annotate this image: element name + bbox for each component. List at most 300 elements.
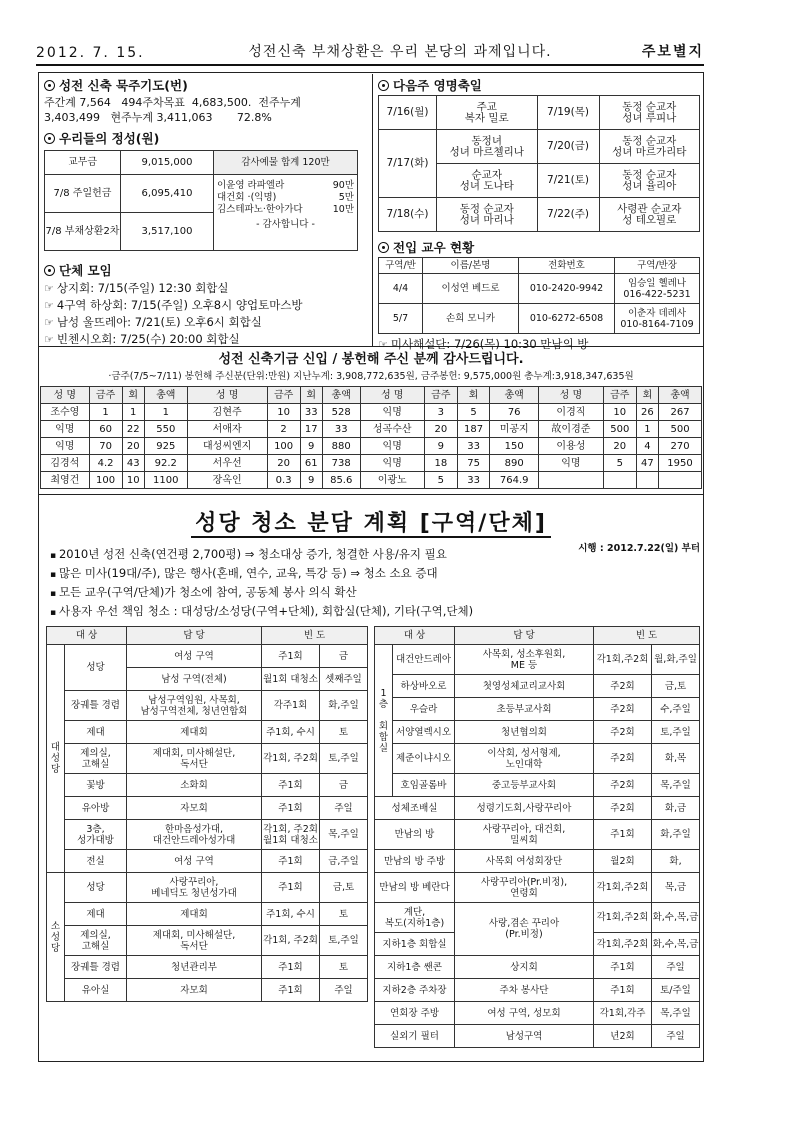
table-cell: 5 <box>457 404 490 421</box>
assignee: 제대회, 미사해설단, 독서단 <box>127 926 262 956</box>
bullet-circle-icon <box>378 242 389 253</box>
assignee: 청년관리부 <box>127 956 262 979</box>
plan-bullet: ▪ 많은 미사(19대/주), 많은 행사(혼배, 연수, 교육, 특강 등) ⇒ 청소 소요 증대 <box>50 565 650 584</box>
table-cell: 1100 <box>144 472 187 489</box>
column-header: 금주 <box>603 387 636 404</box>
group-item: ☞ 남성 울뜨레아: 7/21(토) 오후6시 회합실 <box>44 315 262 329</box>
day: 목,금 <box>652 873 700 903</box>
area-name: 제대 <box>65 721 127 744</box>
bullet-circle-icon <box>44 80 55 91</box>
table-row <box>47 645 368 668</box>
frequency: 각1회,각주 <box>594 1002 652 1025</box>
day: 화,수,목,금 <box>652 933 700 956</box>
table-cell: 이광노 <box>360 472 424 489</box>
frequency: 월2회 <box>594 850 652 873</box>
column-header: 담 당 <box>127 627 262 645</box>
area-name: 만남의 방 베란다 <box>375 873 455 903</box>
area-name: 제의실, 고해실 <box>65 744 127 774</box>
day: 화, <box>652 850 700 873</box>
area-name: 유아방 <box>65 797 127 820</box>
frequency: 주2회 <box>594 721 652 744</box>
column-header: 구역/반 <box>379 258 423 274</box>
table-row <box>41 404 702 421</box>
saint-date: 7/19(목) <box>537 96 599 130</box>
table-row <box>41 455 702 472</box>
table-row <box>375 645 700 675</box>
day: 토,주일 <box>320 926 368 956</box>
table-row <box>375 797 700 820</box>
table-cell: 60 <box>89 421 122 438</box>
assignee: 사랑,겸손 꾸리아 (Pr.비정) <box>455 903 594 956</box>
day: 금,토 <box>320 873 368 903</box>
column-header: 성 명 <box>41 387 90 404</box>
frequency: 주1회, 수시 <box>262 721 320 744</box>
day: 화,주일 <box>652 820 700 850</box>
table-row <box>47 744 368 774</box>
day: 목,주일 <box>652 1002 700 1025</box>
prayer-title: 성전 신축 묵주기도(번) <box>59 78 188 93</box>
frequency: 주1회 <box>594 956 652 979</box>
saint-date: 7/17(화) <box>379 130 437 198</box>
table-cell: 85.6 <box>322 472 360 489</box>
pointing-hand-icon: ☞ <box>44 299 54 312</box>
table-row <box>41 438 702 455</box>
column-header: 성 명 <box>360 387 424 404</box>
saint-date: 7/16(월) <box>379 96 437 130</box>
table-cell: 최영건 <box>41 472 90 489</box>
table-row <box>375 698 700 721</box>
table-cell: 9 <box>300 472 322 489</box>
donor-name: 김스테파노·한아가다 <box>217 204 303 215</box>
column-header: 회 <box>122 387 144 404</box>
area-name: 성체조배실 <box>375 797 455 820</box>
frequency: 각주1회 <box>262 691 320 721</box>
area-name: 서양열렉시오 <box>393 721 455 744</box>
frequency: 주1회 <box>262 645 320 668</box>
plan-bullet: ▪ 사용자 우선 책임 청소 : 대성당/소성당(구역+단체), 회합실(단체), 기타(구역,단체) <box>50 603 650 622</box>
fund-section <box>40 352 702 489</box>
table-cell: 이춘자 데레사 010-8164-7109 <box>615 304 700 334</box>
area-name: 제의실, 고해실 <box>65 926 127 956</box>
table-row <box>379 304 700 334</box>
group-item: ☞ 4구역 하상회: 7/15(주일) 오후8시 양업토마스방 <box>44 298 303 312</box>
saints-section <box>378 78 700 352</box>
table-cell: 10 <box>267 404 300 421</box>
offering-value: 6,095,410 <box>121 175 214 213</box>
column-header: 빈 도 <box>594 627 700 645</box>
area-name: 연회장 주방 <box>375 1002 455 1025</box>
assignee: 제대회, 미사해설단, 독서단 <box>127 744 262 774</box>
area-name: 3층, 성가대방 <box>65 820 127 850</box>
table-cell: 010-6272-6508 <box>519 304 615 334</box>
column-header: 총액 <box>490 387 539 404</box>
saints-table <box>378 95 700 232</box>
assignee: 사목회, 성소후원회, ME 등 <box>455 645 594 675</box>
assignee: 사랑꾸리아(Pr.비정), 연령회 <box>455 873 594 903</box>
prayer-section <box>44 78 368 348</box>
table-cell: 47 <box>636 455 658 472</box>
table-cell: 김현주 <box>187 404 267 421</box>
column-header: 빈 도 <box>262 627 368 645</box>
table-cell: 4.2 <box>89 455 122 472</box>
table-cell <box>603 472 636 489</box>
assignee: 자모회 <box>127 797 262 820</box>
table-row <box>375 744 700 774</box>
groups-title: 단체 모임 <box>59 263 112 278</box>
day: 토,주일 <box>652 721 700 744</box>
prayer-line-2: 3,403,499 현주누계 3,411,063 72.8% <box>44 111 272 124</box>
column-header: 금주 <box>424 387 457 404</box>
table-cell: 서애자 <box>187 421 267 438</box>
table-cell: 18 <box>424 455 457 472</box>
area-name: 지하2층 주차장 <box>375 979 455 1002</box>
table-cell: 익명 <box>41 438 90 455</box>
bullet-circle-icon <box>378 80 389 91</box>
table-cell: 1950 <box>659 455 702 472</box>
area-name: 호임골롬바 <box>393 774 455 797</box>
saint-date: 7/21(토) <box>537 164 599 198</box>
column-header: 회 <box>300 387 322 404</box>
table-cell: 이경직 <box>538 404 603 421</box>
table-row <box>47 691 368 721</box>
assignee: 초등부교사회 <box>455 698 594 721</box>
day: 금 <box>320 645 368 668</box>
frequency: 주1회 <box>594 979 652 1002</box>
table-cell: 익명 <box>538 455 603 472</box>
area-name: 하상바오로 <box>393 675 455 698</box>
column-header: 총액 <box>144 387 187 404</box>
table-row <box>47 903 368 926</box>
frequency: 주1회, 수시 <box>262 903 320 926</box>
frequency: 주1회 <box>594 820 652 850</box>
area-name: 꽃방 <box>65 774 127 797</box>
donor-amount: 90만 <box>332 180 354 191</box>
saint-name: 순교자 성녀 도나타 <box>437 164 538 198</box>
table-cell: 5/7 <box>379 304 423 334</box>
bullet-circle-icon <box>44 265 55 276</box>
table-row <box>375 721 700 744</box>
saint-name: 동정 순교자 성녀 루피나 <box>599 96 700 130</box>
table-cell: 성곡수산 <box>360 421 424 438</box>
area-name: 만남의 방 <box>375 820 455 850</box>
assignee: 중고등부교사회 <box>455 774 594 797</box>
table-cell: 20 <box>122 438 144 455</box>
area-name: 실외기 필터 <box>375 1025 455 1048</box>
day: 셋째주일 <box>320 668 368 691</box>
table-cell: 764.9 <box>490 472 539 489</box>
table-cell: 5 <box>603 455 636 472</box>
area-name: 장궤틀 경렴 <box>65 691 127 721</box>
offering-label: 7/8 주일헌금 <box>45 175 121 213</box>
table-cell: 익명 <box>41 421 90 438</box>
area-name: 장궤틀 경렴 <box>65 956 127 979</box>
table-cell: 20 <box>424 421 457 438</box>
table-row <box>375 675 700 698</box>
day: 수,주일 <box>652 698 700 721</box>
table-cell: 2 <box>267 421 300 438</box>
frequency: 각1회,주2회 <box>594 873 652 903</box>
table-cell: 22 <box>122 421 144 438</box>
table-cell <box>659 472 702 489</box>
area-name: 유아실 <box>65 979 127 1002</box>
day: 토,주일 <box>320 744 368 774</box>
table-row <box>47 956 368 979</box>
frequency: 주1회 <box>262 956 320 979</box>
table-cell: 10 <box>122 472 144 489</box>
table-cell: 33 <box>457 438 490 455</box>
plan-bullet: ▪ 모든 교우(구역/단체)가 청소에 참여, 공동체 봉사 의식 확산 <box>50 584 650 603</box>
table-cell: 1 <box>636 421 658 438</box>
table-row <box>47 797 368 820</box>
table-row <box>375 850 700 873</box>
assignee: 이삭회, 성서형제, 노인대학 <box>455 744 594 774</box>
day: 주일 <box>320 797 368 820</box>
saint-name: 주교 복자 밀로 <box>437 96 538 130</box>
table-cell: 미공지 <box>490 421 539 438</box>
table-cell: 33 <box>457 472 490 489</box>
offering-value: 3,517,100 <box>121 213 214 251</box>
day: 주일 <box>652 1025 700 1048</box>
saint-name: 동정 순교자 성녀 마리나 <box>437 198 538 232</box>
frequency: 주1회 <box>262 774 320 797</box>
column-header: 회 <box>636 387 658 404</box>
table-cell: 1 <box>89 404 122 421</box>
table-cell: 서우선 <box>187 455 267 472</box>
table-cell: 9 <box>424 438 457 455</box>
area-group: 소 성 당 <box>47 873 65 1002</box>
table-cell: 대성씨엔지 <box>187 438 267 455</box>
table-row <box>375 873 700 903</box>
table-cell: 100 <box>89 472 122 489</box>
day: 주일 <box>320 979 368 1002</box>
area-group: 대 성 당 <box>47 645 65 873</box>
table-cell: 故이경준 <box>538 421 603 438</box>
table-cell: 1 <box>144 404 187 421</box>
table-cell: 4/4 <box>379 274 423 304</box>
table-cell: 익명 <box>360 455 424 472</box>
table-row <box>379 96 700 130</box>
table-cell: 70 <box>89 438 122 455</box>
saint-name: 사령관 순교자 성 테오필로 <box>599 198 700 232</box>
table-cell: 33 <box>300 404 322 421</box>
frequency: 주2회 <box>594 675 652 698</box>
table-cell: 76 <box>490 404 539 421</box>
table-cell: 528 <box>322 404 360 421</box>
area-name: 성당 <box>65 873 127 903</box>
frequency: 각1회,주2회 <box>594 933 652 956</box>
assignee: 사랑꾸리아, 대건회, 밀씨회 <box>455 820 594 850</box>
frequency: 주1회 <box>262 873 320 903</box>
day: 화,수,목,금 <box>652 903 700 933</box>
table-cell: 3 <box>424 404 457 421</box>
plan-date: 시행 : 2012.7.22(일) 부터 <box>578 543 700 554</box>
plan-bullets <box>50 546 650 622</box>
thanks-end: - 감사합니다 - <box>256 219 315 230</box>
offering-title: 우리들의 정성(원) <box>59 131 160 146</box>
table-cell: 10 <box>603 404 636 421</box>
table-cell: 500 <box>659 421 702 438</box>
transfer-title: 전입 교우 현황 <box>393 240 475 255</box>
day: 주일 <box>652 956 700 979</box>
table-row <box>375 774 700 797</box>
assignee: 남성구역임원, 사목회, 남성구역전체, 청년연합회 <box>127 691 262 721</box>
table-row <box>375 979 700 1002</box>
table-cell: 150 <box>490 438 539 455</box>
fund-table <box>40 386 702 489</box>
table-cell: 익명 <box>360 438 424 455</box>
frequency: 월1회 대청소 <box>262 668 320 691</box>
frequency: 주2회 <box>594 797 652 820</box>
assignee: 한마음성가대, 대건안드레아성가대 <box>127 820 262 850</box>
area-name: 대건안드레아 <box>393 645 455 675</box>
frequency: 주1회 <box>262 850 320 873</box>
table-cell: 61 <box>300 455 322 472</box>
table-row <box>375 1002 700 1025</box>
column-header: 담 당 <box>455 627 594 645</box>
offering-label: 7/8 부채상환2차 <box>45 213 121 251</box>
column-header: 구역/반장 <box>615 258 700 274</box>
transfer-note: ☞ 미사해설단: 7/26(목) 10:30 만남의 방 <box>378 337 589 351</box>
area-name: 지하1층 쌘콘 <box>375 956 455 979</box>
table-cell: 267 <box>659 404 702 421</box>
fund-summary: ·금주(7/5~7/11) 봉헌해 주신분(단위:만원) 지난누계: 3,908,772,635원, 금주봉헌: 9,575,000원 총누계:3,918,347,635원 <box>108 371 634 382</box>
issue-date: 2012. 7. 15. <box>36 45 145 61</box>
frequency: 각1회, 주2회 <box>262 744 320 774</box>
area-name: 제준이냐시오 <box>393 744 455 774</box>
bulletin-tag: 주보별지 <box>641 44 704 60</box>
plan-bullet: ▪ 2010년 성전 신축(연건평 2,700평) ⇒ 청소대상 증가, 청결한 사용/유지 필요 <box>50 546 650 565</box>
table-cell: 738 <box>322 455 360 472</box>
table-cell: 17 <box>300 421 322 438</box>
assignee: 남성 구역(전체) <box>127 668 262 691</box>
donor-amount: 5만 <box>338 192 354 203</box>
assignee: 주차 봉사단 <box>455 979 594 1002</box>
frequency: 각1회,주2회 <box>594 645 652 675</box>
pointing-hand-icon: ☞ <box>44 316 54 329</box>
column-header: 이름/본명 <box>423 258 519 274</box>
frequency: 각1회, 주2회 월1회 대청소 <box>262 820 320 850</box>
area-name: 우슬라 <box>393 698 455 721</box>
column-header: 금주 <box>89 387 122 404</box>
table-cell: 43 <box>122 455 144 472</box>
area-name: 계단, 복도(지하1층) <box>375 903 455 933</box>
table-row <box>47 721 368 744</box>
area-name: 제대 <box>65 903 127 926</box>
table-cell: 890 <box>490 455 539 472</box>
table-row <box>41 421 702 438</box>
saint-name: 동정 순교자 성녀 마르가리타 <box>599 130 700 164</box>
column-header: 총액 <box>322 387 360 404</box>
table-cell: 550 <box>144 421 187 438</box>
thanks-box <box>214 150 358 251</box>
table-row <box>375 956 700 979</box>
cleaning-table-left <box>46 626 368 1002</box>
table-cell: 조수영 <box>41 404 90 421</box>
assignee: 성령기도회,사랑꾸리아 <box>455 797 594 820</box>
column-header: 전화번호 <box>519 258 615 274</box>
table-cell: 26 <box>636 404 658 421</box>
day: 월,화,주일 <box>652 645 700 675</box>
bullet-circle-icon <box>44 133 55 144</box>
table-row <box>47 873 368 903</box>
page-header <box>36 42 704 66</box>
table-cell: 김경석 <box>41 455 90 472</box>
table-cell: 270 <box>659 438 702 455</box>
prayer-line-1: 주간계 7,564 494주차목표 4,683,500. 전주누계 <box>44 96 301 109</box>
assignee: 자모회 <box>127 979 262 1002</box>
assignee: 첫영성체교리교사회 <box>455 675 594 698</box>
table-cell: 임승일 헬레나 016-422-5231 <box>615 274 700 304</box>
group-item: ☞ 상지회: 7/15(주일) 12:30 회합실 <box>44 281 229 295</box>
saint-name: 동정녀 성녀 마르첼리나 <box>437 130 538 164</box>
saint-date: 7/20(금) <box>537 130 599 164</box>
day: 금 <box>320 774 368 797</box>
assignee: 사랑꾸리아, 베네딕도 청년성가대 <box>127 873 262 903</box>
area-name: 성당 <box>65 645 127 691</box>
table-cell: 익명 <box>360 404 424 421</box>
table-cell: 100 <box>267 438 300 455</box>
table-cell <box>636 472 658 489</box>
assignee: 남성구역 <box>455 1025 594 1048</box>
table-cell: 20 <box>603 438 636 455</box>
table-cell: 880 <box>322 438 360 455</box>
day: 화,주일 <box>320 691 368 721</box>
plan-title: 성당 청소 분담 계획 [구역/단체] <box>40 506 702 537</box>
assignee: 여성 구역 <box>127 645 262 668</box>
donor-name: 대건회 ·(익명) <box>217 192 277 203</box>
saint-date: 7/18(수) <box>379 198 437 232</box>
table-cell: 0.3 <box>267 472 300 489</box>
table-cell: 9 <box>300 438 322 455</box>
table-cell: 이용성 <box>538 438 603 455</box>
assignee: 소화회 <box>127 774 262 797</box>
frequency: 각1회,주2회 <box>594 903 652 933</box>
area-name: 전실 <box>65 850 127 873</box>
assignee: 청년협의회 <box>455 721 594 744</box>
area-name: 만남의 방 주방 <box>375 850 455 873</box>
table-row <box>47 926 368 956</box>
pointing-hand-icon: ☞ <box>378 338 388 351</box>
pointing-hand-icon: ☞ <box>44 333 54 346</box>
day: 금,토 <box>652 675 700 698</box>
assignee: 제대회 <box>127 903 262 926</box>
day: 화,금 <box>652 797 700 820</box>
donor-amount: 10만 <box>332 204 354 215</box>
table-cell: 20 <box>267 455 300 472</box>
table-cell: 5 <box>424 472 457 489</box>
table-row <box>379 130 700 164</box>
assignee: 제대회 <box>127 721 262 744</box>
day: 토 <box>320 956 368 979</box>
cleaning-table-right <box>374 626 700 1048</box>
day: 금,주일 <box>320 850 368 873</box>
table-cell: 010-2420-9942 <box>519 274 615 304</box>
saint-date: 7/22(주) <box>537 198 599 232</box>
table-cell <box>538 472 603 489</box>
transfer-table <box>378 257 700 334</box>
column-header: 성 명 <box>538 387 603 404</box>
fund-title: 성전 신축기금 신입 / 봉헌해 주신 분께 감사드립니다. <box>218 352 524 367</box>
table-cell: 1 <box>122 404 144 421</box>
day: 목,주일 <box>320 820 368 850</box>
table-cell: 92.2 <box>144 455 187 472</box>
table-row <box>375 1025 700 1048</box>
frequency: 각1회, 주2회 <box>262 926 320 956</box>
column-header: 회 <box>457 387 490 404</box>
table-row <box>47 979 368 1002</box>
table-row <box>47 774 368 797</box>
frequency: 주2회 <box>594 774 652 797</box>
